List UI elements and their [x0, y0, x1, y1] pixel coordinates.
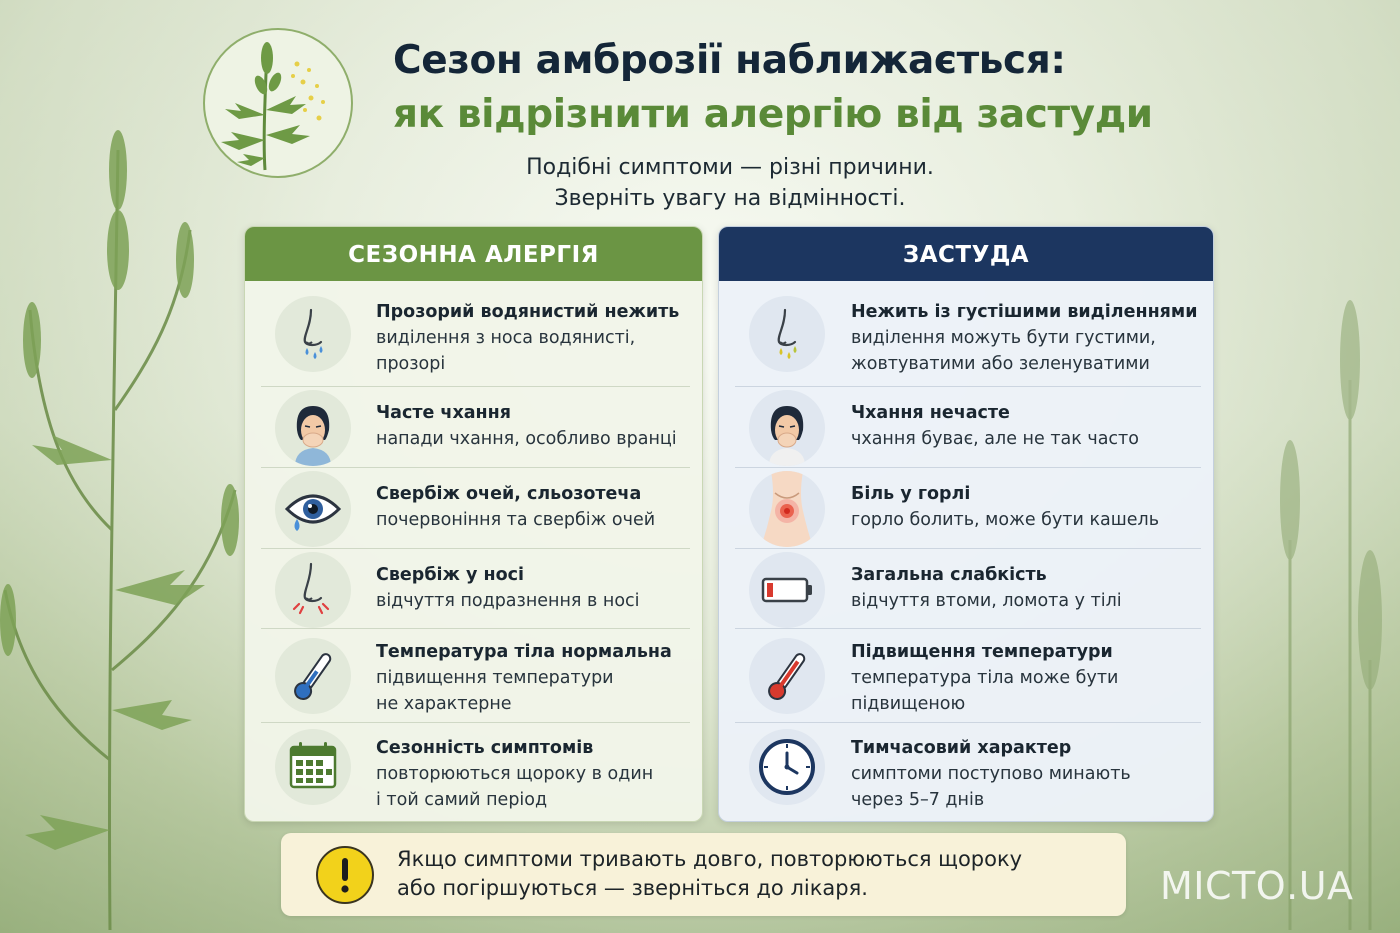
allergy-item-desc: відчуття подразнення в носі — [376, 591, 640, 611]
background-grass-right — [1200, 240, 1400, 933]
list-item — [719, 549, 1213, 629]
allergy-item-title: Температура тіла нормальна — [376, 642, 672, 662]
cold-item-title: Нежить із густішими виділеннями — [851, 302, 1198, 322]
allergy-item-title: Свербіж очей, сльозотеча — [376, 484, 642, 504]
thermometer-high-icon — [749, 638, 825, 714]
allergy-panel-heading: СЕЗОННА АЛЕРГІЯ — [245, 227, 702, 281]
cold-item-desc: відчуття втоми, ломота у тілі — [851, 591, 1122, 611]
exclamation-warning-icon — [315, 845, 375, 905]
cold-item-desc: підвищеною — [851, 694, 966, 714]
cold-item-desc: симптоми поступово минають — [851, 764, 1131, 784]
allergy-item-title: Сезонність симптомів — [376, 738, 594, 758]
allergy-item-desc: не характерне — [376, 694, 512, 714]
watermark-logo: МІСТО.UA — [1160, 864, 1354, 908]
sore-throat-icon — [749, 471, 825, 547]
list-item — [245, 549, 702, 629]
ragweed-logo-icon — [203, 28, 353, 178]
cold-item-title: Чхання нечасте — [851, 403, 1010, 423]
cold-item-desc: температура тіла може бути — [851, 668, 1119, 688]
allergy-item-desc: прозорі — [376, 354, 446, 374]
calendar-icon — [275, 729, 351, 805]
nose-yellow-drops-icon — [749, 296, 825, 372]
cold-panel — [718, 226, 1214, 822]
eye-tear-icon — [275, 471, 351, 547]
subtitle-line2: Зверніть увагу на відмінності. — [554, 186, 906, 211]
list-item — [245, 387, 702, 468]
list-item — [719, 723, 1213, 822]
thermometer-normal-icon — [275, 638, 351, 714]
allergy-item-title: Свербіж у носі — [376, 565, 525, 585]
cold-item-title: Біль у горлі — [851, 484, 971, 504]
allergy-item-desc: і той самий період — [376, 790, 548, 810]
cold-item-desc: горло болить, може бути кашель — [851, 510, 1160, 530]
page-title-line2: як відрізнити алергію від застуди — [393, 92, 1153, 137]
clock-icon — [749, 729, 825, 805]
list-item — [245, 723, 702, 822]
allergy-item-desc: повторюються щороку в один — [376, 764, 654, 784]
list-item — [245, 281, 702, 387]
subtitle-line1: Подібні симптоми — різні причини. — [526, 155, 934, 180]
nose-irritation-icon — [275, 552, 351, 628]
allergy-item-desc: підвищення температури — [376, 668, 614, 688]
cold-item-desc: чхання буває, але не так часто — [851, 429, 1139, 449]
list-item — [245, 468, 702, 549]
list-item — [245, 629, 702, 723]
allergy-item-title: Часте чхання — [376, 403, 511, 423]
nose-clear-drops-icon — [275, 296, 351, 372]
page-title-line1: Сезон амброзії наближається: — [393, 38, 1066, 83]
warning-text-line2: або погіршуються — зверніться до лікаря. — [397, 876, 868, 900]
list-item — [719, 387, 1213, 468]
subtitle — [380, 152, 1080, 214]
cold-item-desc: жовтуватими або зеленуватими — [851, 354, 1150, 374]
allergy-item-desc: напади чхання, особливо вранці — [376, 429, 677, 449]
cold-item-title: Підвищення температури — [851, 642, 1113, 662]
cold-item-title: Тимчасовий характер — [851, 738, 1072, 758]
cold-item-desc: через 5–7 днів — [851, 790, 985, 810]
sneezing-woman-icon — [275, 390, 351, 466]
cold-item-title: Загальна слабкість — [851, 565, 1047, 585]
allergy-item-desc: почервоніння та свербіж очей — [376, 510, 656, 530]
background-ragweed-plant — [0, 110, 260, 933]
allergy-item-desc: виділення з носа водянисті, — [376, 328, 636, 348]
sneezing-woman-icon — [749, 390, 825, 466]
list-item — [719, 281, 1213, 387]
warning-text-line1: Якщо симптоми тривають довго, повторюються щороку — [397, 847, 1023, 871]
cold-panel-heading: ЗАСТУДА — [719, 227, 1213, 281]
cold-item-desc: виділення можуть бути густими, — [851, 328, 1156, 348]
warning-banner — [281, 833, 1126, 916]
low-battery-icon — [749, 552, 825, 628]
list-item — [719, 468, 1213, 549]
allergy-panel — [244, 226, 703, 822]
allergy-item-title: Прозорий водянистий нежить — [376, 302, 680, 322]
list-item — [719, 629, 1213, 723]
